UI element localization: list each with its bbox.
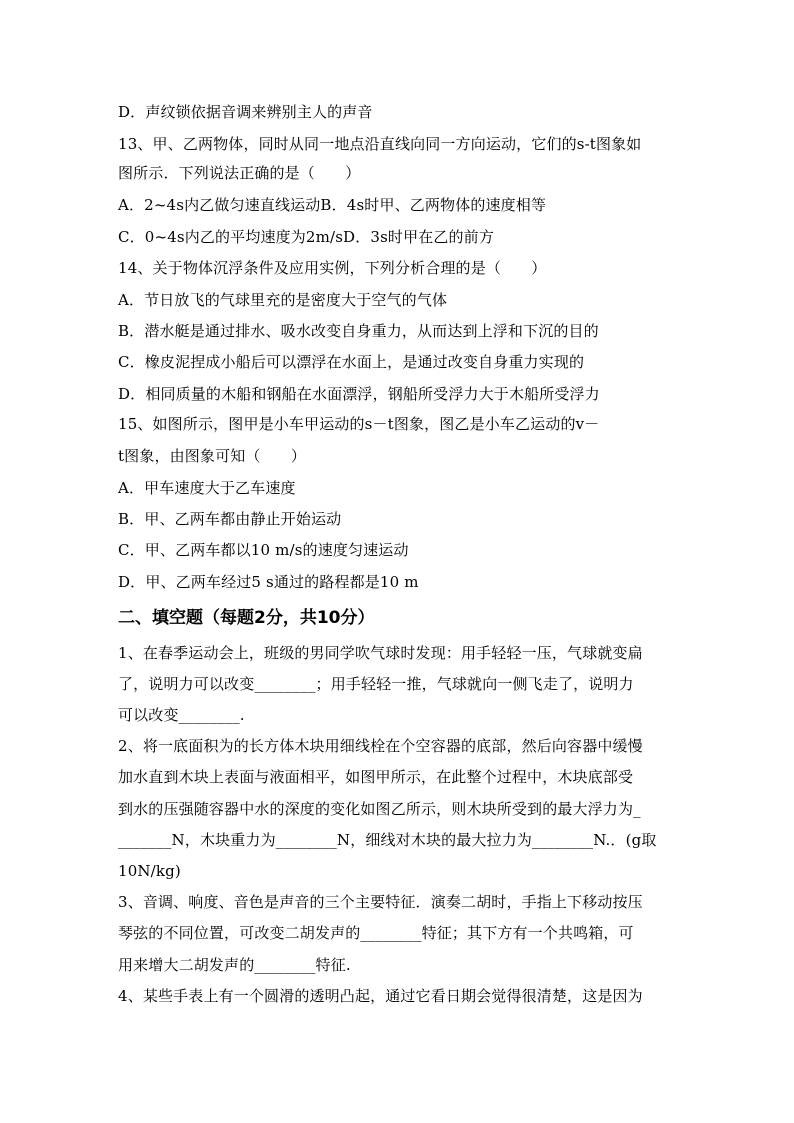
option-15b: B．甲、乙两车都由静止开始运动 (118, 510, 342, 528)
option-15c: C．甲、乙两车都以10 m/s的速度匀速运动 (118, 541, 409, 559)
fill-q1-line-2: 了，说明力可以改变________；用手轻轻一推，气球就向一侧飞走了，说明力 (118, 675, 634, 693)
fill-q2-line-5: 10N/kg) (118, 862, 181, 880)
option-13-ab: A．2~4s内乙做匀速直线运动B．4s时甲、乙两物体的速度相等 (118, 196, 547, 214)
fill-q2-line-2: 加水直到木块上表面与液面相平，如图甲所示，在此整个过程中，木块底部受 (118, 768, 634, 786)
question-13-line-2: 图所示．下列说法正确的是（ ） (118, 164, 361, 182)
option-15a: A．甲车速度大于乙车速度 (118, 479, 296, 497)
fill-q3-line-3: 用来增大二胡发声的________特征. (118, 956, 351, 974)
fill-q3-line-2: 琴弦的不同位置，可改变二胡发声的________特征；其下方有一个共鸣箱，可 (118, 924, 634, 942)
question-13-line-1: 13、甲、乙两物体，同时从同一地点沿直线向同一方向运动，它们的s-t图象如 (118, 135, 642, 153)
question-15-line-2: t图象，由图象可知（ ） (118, 447, 306, 465)
fill-q3-line-1: 3、音调、响度、音色是声音的三个主要特征．演奏二胡时，手指上下移动按压 (118, 893, 643, 911)
fill-q4-line-1: 4、某些手表上有一个圆滑的透明凸起，通过它看日期会觉得很清楚，这是因为 (118, 987, 643, 1005)
option-14d: D．相同质量的木船和钢船在水面漂浮，钢船所受浮力大于木船所受浮力 (118, 385, 600, 403)
option-15d: D．甲、乙两车经过5 s通过的路程都是10 m (118, 573, 419, 591)
fill-q1-line-3: 可以改变________. (118, 706, 245, 724)
option-12d: D．声纹锁依据音调来辨别主人的声音 (118, 103, 373, 121)
section-heading: 二、填空题（每题2分，共10分） (118, 608, 375, 628)
question-14: 14、关于物体沉浮条件及应用实例，下列分析合理的是（ ） (118, 259, 547, 277)
question-15-line-1: 15、如图所示，图甲是小车甲运动的s－t图象，图乙是小车乙运动的v－ (118, 415, 600, 433)
fill-q1-line-1: 1、在春季运动会上，班级的男同学吹气球时发现：用手轻轻一压，气球就变扁 (118, 644, 643, 662)
fill-q2-line-3: 到水的压强随容器中水的深度的变化如图乙所示，则木块所受到的最大浮力为_ (118, 800, 641, 818)
option-14a: A．节日放飞的气球里充的是密度大于空气的气体 (118, 291, 448, 309)
fill-q2-line-4: _______N，木块重力为________N，细线对木块的最大拉力为________N.．(g取 (118, 831, 657, 849)
option-14b: B．潜水艇是通过排水、吸水改变自身重力，从而达到上浮和下沉的目的 (118, 322, 599, 340)
fill-q2-line-1: 2、将一底面积为的长方体木块用细线栓在个空容器的底部，然后向容器中缓慢 (118, 737, 643, 755)
option-14c: C．橡皮泥捏成小船后可以漂浮在水面上，是通过改变自身重力实现的 (118, 353, 585, 371)
option-13-cd: C．0~4s内乙的平均速度为2m/sD．3s时甲在乙的前方 (118, 228, 494, 246)
